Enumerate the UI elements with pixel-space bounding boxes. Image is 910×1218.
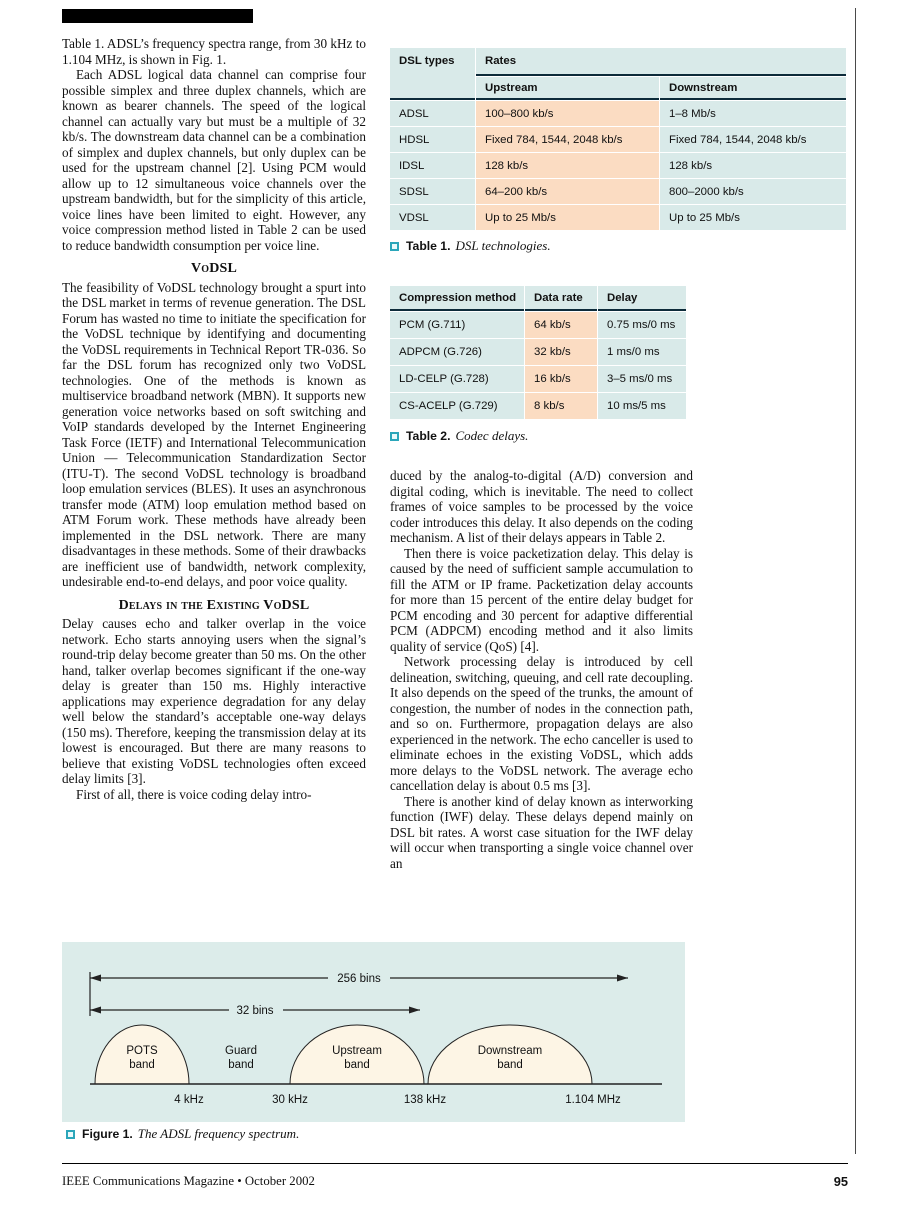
table-cell: CS-ACELP (G.729): [390, 393, 524, 419]
table-cell: VDSL: [390, 205, 475, 230]
table2-header-method: Compression method: [390, 286, 524, 311]
left-paragraph-5: First of all, there is voice coding delay intro-: [76, 786, 312, 802]
arrowhead-icon: [617, 975, 628, 982]
downstream-band-label: band: [497, 1059, 523, 1071]
table-cell: Fixed 784, 1544, 2048 kb/s: [660, 127, 846, 152]
arrowhead-icon: [409, 1007, 420, 1014]
spectrum-diagram: [62, 942, 685, 1122]
guard-band-label: Guard: [225, 1045, 257, 1057]
table-cell: SDSL: [390, 179, 475, 204]
table-cell: HDSL: [390, 127, 475, 152]
table2-header-delay: Delay: [598, 286, 686, 311]
left-paragraph-2: Each ADSL logical data channel can comprise four possible simplex and three duplex channels, which are known as bearer channels. The speed of the logical channel can actually vary but must be a multiple of 32 kb/s. The downstream data channel can be a combination of simplex and duplex channels, but only duplex can be used for the upstream channel [2]. Using PCM would allow up to 12 simultaneous voice channels over the upstream bandwidth, but for the simplicity of this article, voice lines have been limited to eight. However, any voice compression method listed in Table 2 can be used to reduce bandwidth consumption per voice line.: [62, 67, 366, 253]
table-cell: 100–800 kb/s: [476, 101, 659, 126]
left-paragraph-1: Table 1. ADSL’s frequency spectra range, from 30 kHz to 1.104 MHz, is shown in Fig. 1.: [62, 36, 366, 67]
caption-text: DSL technologies.: [455, 238, 551, 253]
guard-band-label: band: [228, 1059, 254, 1071]
table1-header-rates: Rates: [476, 48, 846, 76]
footer-journal-title: IEEE Communications Magazine • October 2002: [62, 1174, 315, 1188]
caption-label: Figure 1.: [82, 1127, 133, 1141]
table-cell: 3–5 ms/0 ms: [598, 366, 686, 392]
bins-32-label: 32 bins: [236, 1005, 274, 1017]
table-cell: 64–200 kb/s: [476, 179, 659, 204]
freq-label-30khz: 30 kHz: [272, 1094, 308, 1106]
table1-header-downstream: Downstream: [660, 77, 846, 100]
upstream-band-label: band: [344, 1059, 370, 1071]
right-paragraph-3: Network processing delay is introduced by cell delineation, switching, queuing, and cell rate decoupling. It also depends on the speed of the trunks, the amount of congestion, the number of nodes in the connection path, and so on. Furthermore, propagation delays are also experienced in the network. The echo canceller is used to eliminate echoes in the existing VoDSL, which adds more delays to the VoDSL network. The average echo cancellation delay is about 0.5 ms [3].: [390, 654, 693, 793]
right-paragraph-4: There is another kind of delay known as interworking function (IWF) delay. These delays depend mainly on DSL bit rates. A worst case situation for the IWF delay will occur when transporting a single voice channel over an: [390, 793, 693, 871]
page-header-bar: [62, 9, 253, 23]
table-cell: 128 kb/s: [476, 153, 659, 178]
caption-square-icon: [390, 432, 399, 441]
table-cell: 32 kb/s: [525, 339, 597, 365]
caption-label: Table 2.: [406, 429, 451, 443]
footer-rule: [62, 1163, 848, 1164]
figure1-caption: [66, 1126, 299, 1142]
caption-label: Table 1.: [406, 239, 451, 253]
freq-label-1104mhz: 1.104 MHz: [565, 1094, 621, 1106]
right-paragraph-1: duced by the analog-to-digital (A/D) conversion and digital coding, which is inevitable. The need to collect frames of voice samples to be processed by the voice coder introduces this delay. It also depends on the coding mechanism. A list of their delays appears in Table 2.: [390, 468, 693, 545]
caption-text: The ADSL frequency spectrum.: [137, 1126, 300, 1141]
table1-header-dsl-types: DSL types: [390, 48, 475, 100]
caption-square-icon: [390, 242, 399, 251]
right-text-column: [390, 468, 693, 871]
table-cell: 1 ms/0 ms: [598, 339, 686, 365]
right-margin-rule: [855, 8, 856, 1154]
table-cell: Up to 25 Mb/s: [476, 205, 659, 230]
upstream-band-label: Upstream: [332, 1045, 382, 1057]
table-cell: 64 kb/s: [525, 312, 597, 338]
table1-caption: [390, 238, 551, 254]
table2-header-data-rate: Data rate: [525, 286, 597, 311]
left-paragraph-3: The feasibility of VoDSL technology brought a spurt into the DSL market in terms of revenue generation. The DSL Forum has wasted no time to initiate the specification for the VoDSL technique by identifying and documenting the VoDSL requirements in Technical Report TR-036. So far the DSL forum has recognized only two VoDSL technologies. One of the methods is known as multiservice broadband network (MBN). It supports new generation voice networks based on soft switching and VoIP standards developed by the Internet Engineering Task Force (IETF) and International Telecommunication Union — Telecommunication Standardization Sector (ITU-T). The second VoDSL technology is broadband loop emulation services (BLES). It uses an asynchronous transfer mode (ATM) loop emulation method based on ATM Forum work. These methods have already been implemented in the DSL network. There are many disadvantages in these methods. Some of their drawbacks are inefficient use of bandwidth, network complexity, undesirable end-to-end delays, and poor voice quality.: [62, 279, 366, 589]
page-footer: [62, 1174, 848, 1189]
right-paragraph-2: Then there is voice packetization delay. This delay is caused by the need of sufficient sample accumulation to fill the ATM or IP frame. Packetization delay accounts for more than 15 percent of the entire delay budget for PCM encoding and 30 percent for adaptive differential PCM (ADPCM) encoding method and it also limits quality of service (QoS) [4].: [390, 545, 693, 654]
downstream-band-label: Downstream: [477, 1045, 543, 1057]
freq-label-4khz: 4 kHz: [174, 1094, 204, 1106]
table-cell: 0.75 ms/0 ms: [598, 312, 686, 338]
table2-caption: [390, 428, 528, 444]
section-heading-delays: Delays in the Existing VoDSL: [118, 597, 310, 613]
table-cell: LD-CELP (G.728): [390, 366, 524, 392]
table-codec-delays: [390, 286, 686, 419]
freq-label-138khz: 138 kHz: [403, 1094, 447, 1106]
table1-header-upstream: Upstream: [476, 77, 659, 100]
table-cell: 8 kb/s: [525, 393, 597, 419]
table-cell: IDSL: [390, 153, 475, 178]
table-cell: 128 kb/s: [660, 153, 846, 178]
pots-band-label: POTS: [126, 1045, 158, 1057]
figure-adsl-spectrum: [62, 942, 685, 1122]
caption-text: Codec delays.: [455, 428, 529, 443]
arrowhead-icon: [90, 1007, 101, 1014]
caption-square-icon: [66, 1130, 75, 1139]
table-dsl-technologies: [390, 48, 846, 230]
table-cell: 10 ms/5 ms: [598, 393, 686, 419]
table-cell: Up to 25 Mb/s: [660, 205, 846, 230]
arrowhead-icon: [90, 975, 101, 982]
table-cell: Fixed 784, 1544, 2048 kb/s: [476, 127, 659, 152]
table-cell: ADSL: [390, 101, 475, 126]
section-heading-vodsl: VoDSL: [190, 261, 238, 276]
pots-band-label: band: [129, 1059, 155, 1071]
table-cell: 1–8 Mb/s: [660, 101, 846, 126]
table-cell: 800–2000 kb/s: [660, 179, 846, 204]
left-text-column: [62, 36, 366, 802]
footer-page-number: 95: [833, 1174, 848, 1189]
table-cell: ADPCM (G.726): [390, 339, 524, 365]
bins-256-label: 256 bins: [337, 973, 381, 985]
table-cell: PCM (G.711): [390, 312, 524, 338]
table-cell: 16 kb/s: [525, 366, 597, 392]
left-paragraph-4: Delay causes echo and talker overlap in the voice network. Echo starts annoying users when the signal’s round-trip delay become greater than 50 ms. On the other hand, talker overlap becomes significant if the one-way delay is greater than 150 ms. Highly interactive applications may experience degradation for any delay well below the standard’s acceptable one-way delays (150 ms). Therefore, keeping the transmission delay at its lowest is encouraged. But there are many reasons to believe that existing VoDSL technologies often exceed delay limits [3].: [62, 616, 366, 786]
